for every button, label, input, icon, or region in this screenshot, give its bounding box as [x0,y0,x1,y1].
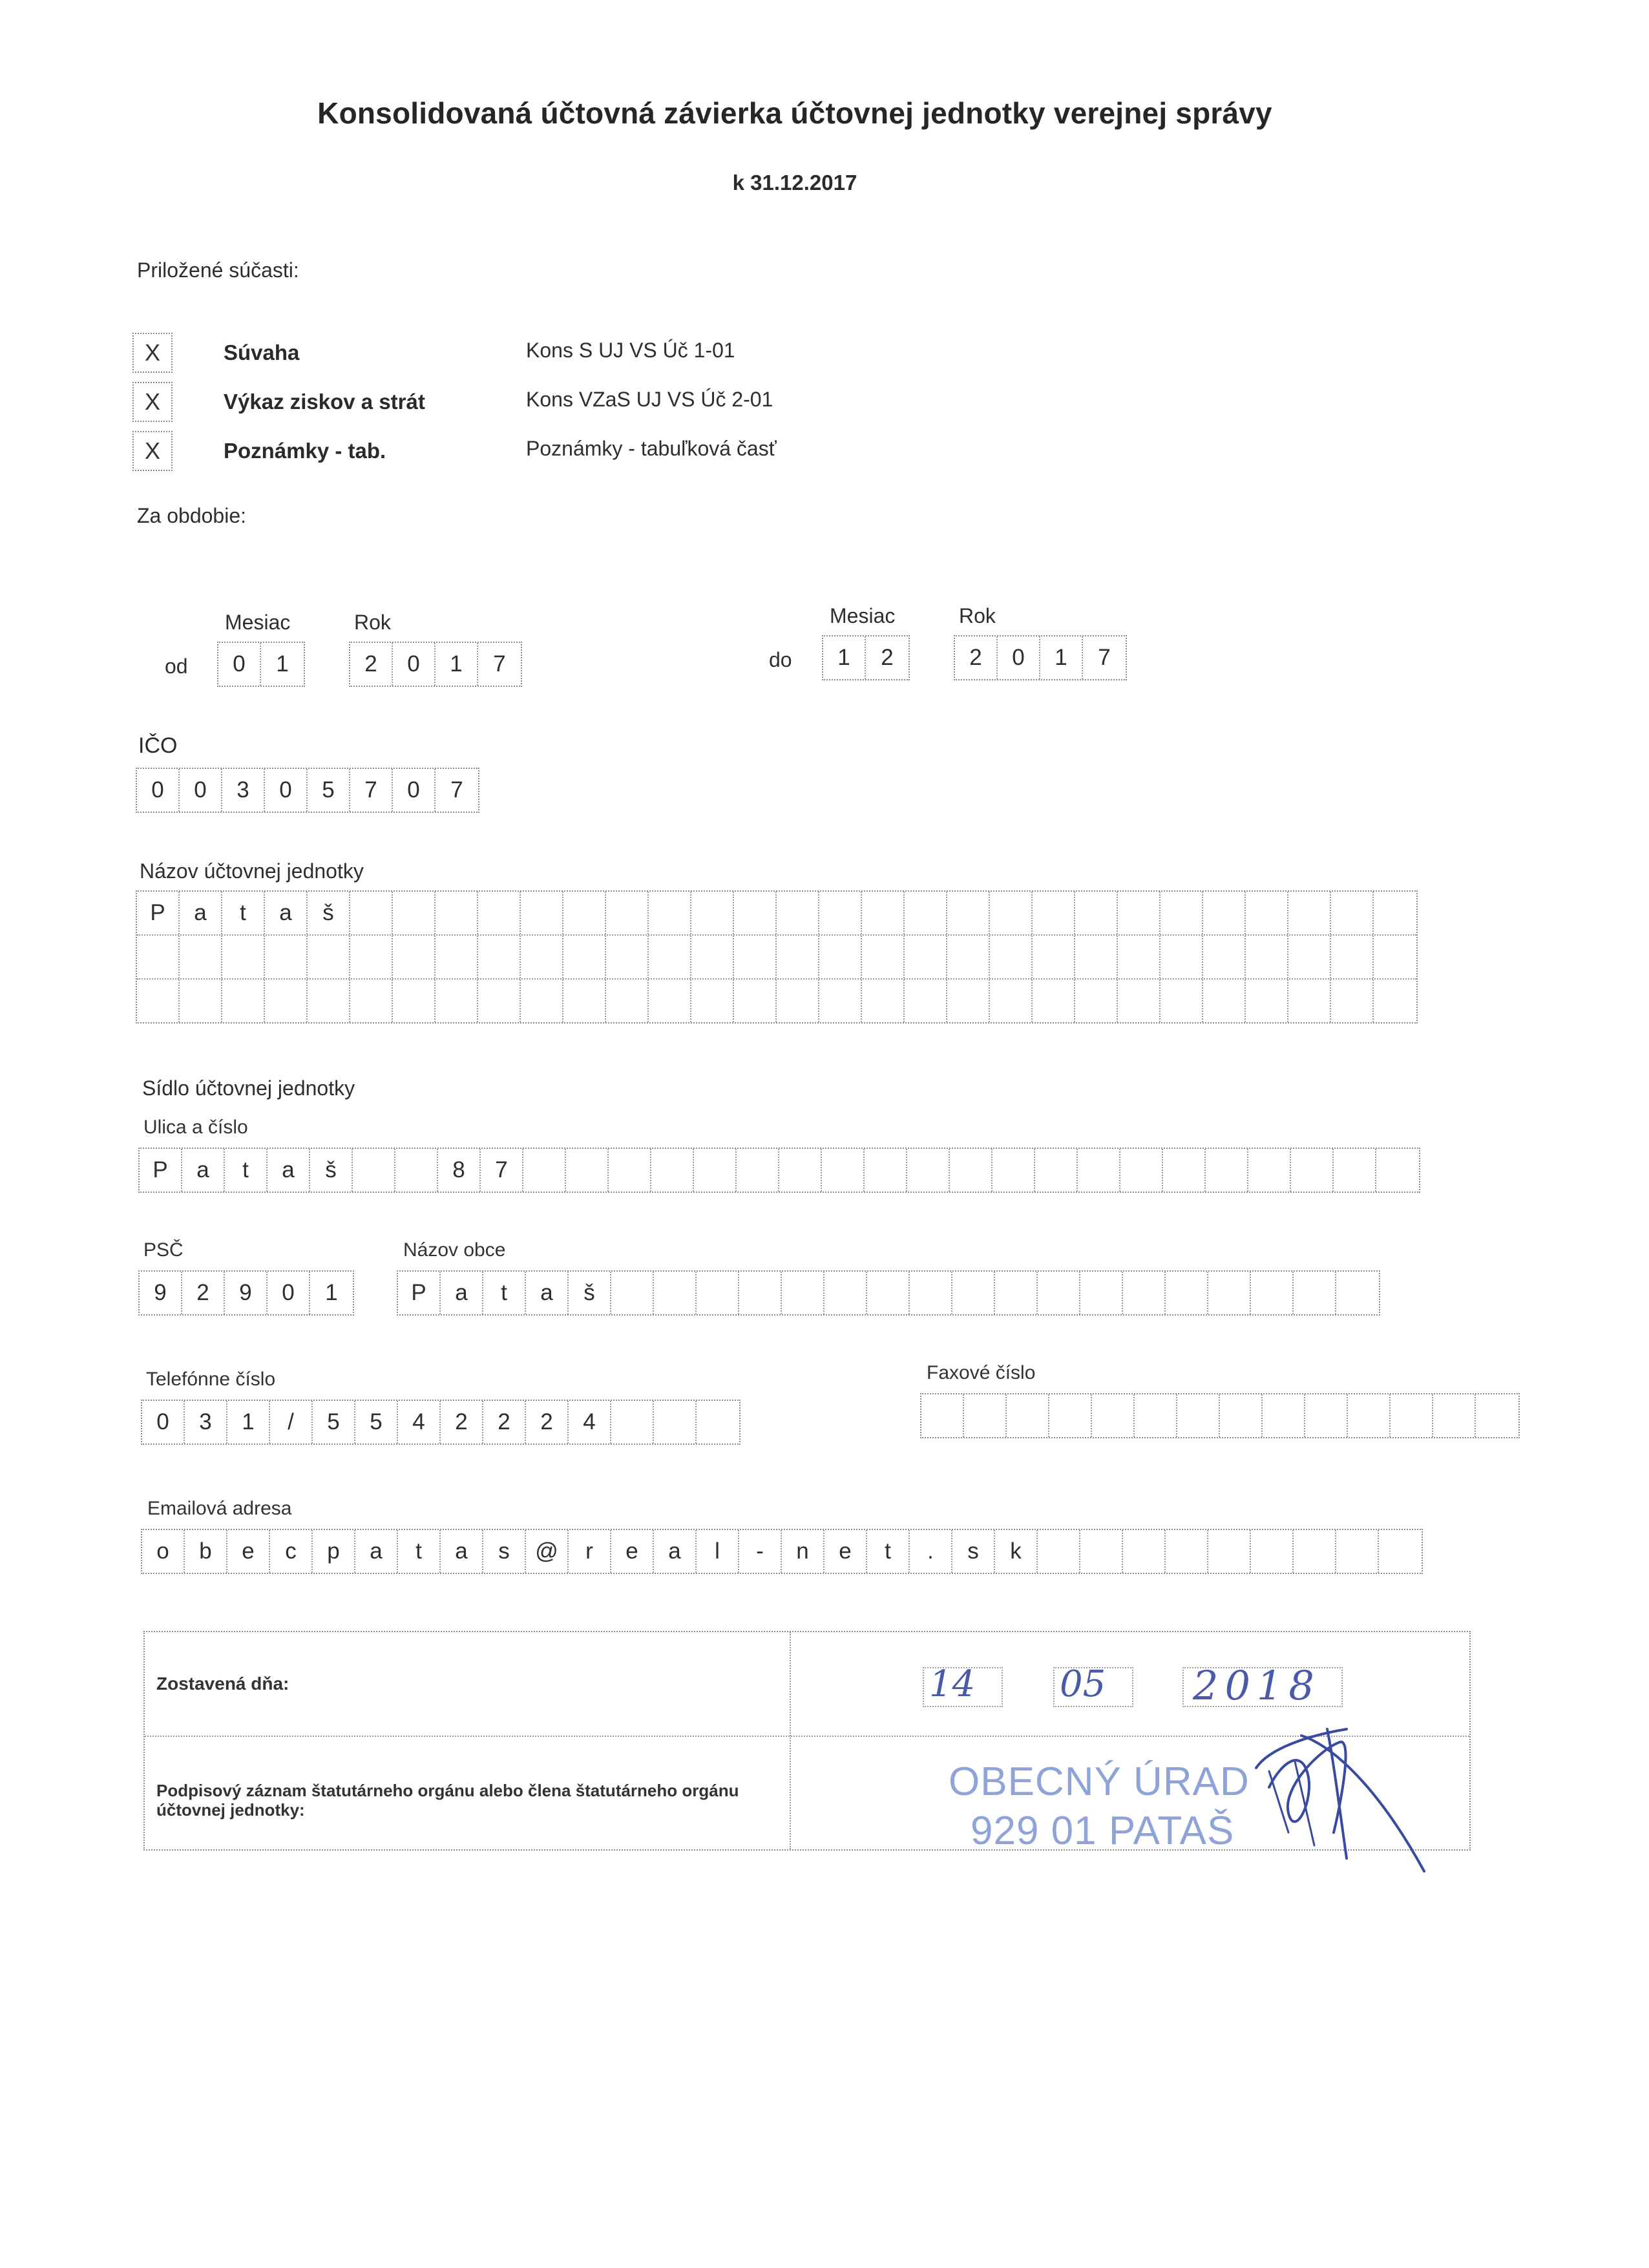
char-cell: n [782,1530,824,1573]
char-cell [606,936,649,978]
char-cell [947,892,990,934]
char-cell [737,1149,779,1192]
compiled-label: Zostavená dňa: [156,1674,289,1694]
char-cell [1348,1394,1391,1437]
char-cell: 0 [142,1401,185,1444]
char-cell: 9 [225,1272,268,1314]
char-cell [1336,1530,1379,1573]
char-cell: t [483,1272,526,1314]
char-cell [1033,936,1075,978]
char-cell: . [910,1530,952,1573]
char-cell [1118,892,1161,934]
char-cell [393,936,436,978]
char-cell [862,936,905,978]
char-cell [521,980,563,1022]
period-from-month[interactable] [217,642,305,687]
psc-field[interactable] [138,1270,354,1316]
char-cell: s [483,1530,526,1573]
char-cell [947,936,990,978]
phone-label: Telefónne číslo [146,1369,276,1390]
char-cell [606,892,649,934]
char-cell [478,892,521,934]
char-cell [952,1272,995,1314]
attachment-name-vykaz: Výkaz ziskov a strát [224,390,425,414]
char-cell [308,980,350,1022]
compiled-year: 2018 [1193,1662,1321,1709]
char-cell [1033,892,1075,934]
char-cell [1246,936,1288,978]
char-cell: 4 [569,1401,611,1444]
attachment-code-vykaz: Kons VZaS UJ VS Úč 2-01 [526,388,773,411]
phone-field[interactable] [141,1400,740,1445]
email-label: Emailová adresa [147,1498,292,1519]
char-cell [1476,1394,1518,1437]
char-cell [395,1149,438,1192]
char-cell [1080,1272,1123,1314]
char-cell [697,1272,739,1314]
char-cell [350,980,393,1022]
char-cell [478,936,521,978]
char-cell [1376,1149,1419,1192]
char-cell: t [867,1530,910,1573]
digit-cell: 0 [218,643,261,686]
char-cell [1033,980,1075,1022]
attachment-name-poznamky: Poznámky - tab. [224,439,386,463]
char-cell: t [398,1530,441,1573]
digit-cell: 1 [823,636,866,679]
char-cell [691,936,734,978]
char-cell [1336,1272,1379,1314]
char-cell [350,892,393,934]
char-cell [1177,1394,1220,1437]
char-cell [606,980,649,1022]
char-cell: s [952,1530,995,1573]
char-cell: k [995,1530,1038,1573]
digit-cell: 1 [276,651,289,677]
char-cell [436,980,478,1022]
attachment-checkbox-suvaha[interactable]: X [132,333,173,373]
attachment-code-suvaha: Kons S UJ VS Úč 1-01 [526,339,735,362]
char-cell [1075,892,1118,934]
entity-name-row-1 [137,892,1416,936]
period-to-year-label: Rok [959,604,996,627]
char-cell [611,1401,654,1444]
char-cell [1166,1272,1208,1314]
char-cell [1331,936,1374,978]
char-cell: 5 [355,1401,398,1444]
char-cell: 8 [438,1149,481,1192]
entity-name-label: Názov účtovnej jednotky [140,859,364,883]
char-cell: e [227,1530,270,1573]
char-cell: š [310,1149,353,1192]
digit-cell: 5 [308,769,350,812]
compiled-day-box[interactable] [923,1663,1003,1707]
char-cell [734,936,777,978]
compiled-month-box[interactable] [1053,1663,1133,1707]
char-cell [819,936,862,978]
char-cell [1334,1149,1376,1192]
char-cell [1208,1530,1251,1573]
char-cell [990,892,1033,934]
char-cell [180,936,222,978]
char-cell [990,936,1033,978]
char-cell [697,1401,739,1444]
attachment-checkbox-poznamky[interactable]: X [132,431,173,471]
period-to-month-label: Mesiac [830,604,896,627]
char-cell [691,892,734,934]
period-label: Za obdobie: [137,504,247,527]
char-cell: l [697,1530,739,1573]
char-cell [819,892,862,934]
char-cell [523,1149,566,1192]
char-cell [393,980,436,1022]
char-cell [819,980,862,1022]
handwritten-signature [1230,1710,1463,1904]
char-cell [1208,1272,1251,1314]
char-cell: p [313,1530,355,1573]
char-cell: P [140,1149,182,1192]
digit-cell: 0 [998,636,1040,679]
char-cell: t [225,1149,268,1192]
char-cell [947,980,990,1022]
char-cell [1161,980,1203,1022]
stamp-line-2: 929 01 PATAŠ [971,1809,1235,1853]
char-cell [1203,980,1246,1022]
period-from-label: od [165,655,188,678]
char-cell [436,936,478,978]
char-cell [1203,936,1246,978]
char-cell: 0 [268,1272,310,1314]
char-cell: 3 [185,1401,227,1444]
digit-cell: 7 [1098,645,1111,670]
char-cell [563,980,606,1022]
char-cell [265,980,308,1022]
char-cell [1331,892,1374,934]
period-to-label: do [769,648,792,671]
char-cell [1433,1394,1476,1437]
char-cell [694,1149,737,1192]
char-cell: r [569,1530,611,1573]
char-cell: š [308,892,350,934]
char-cell [905,980,947,1022]
char-cell [1251,1530,1294,1573]
char-cell: 2 [483,1401,526,1444]
char-cell [1038,1530,1080,1573]
digit-cell: 1 [1040,636,1083,679]
char-cell: 9 [140,1272,182,1314]
period-to-month[interactable] [822,635,910,680]
char-cell: o [142,1530,185,1573]
char-cell [734,892,777,934]
digit-cell: 7 [350,769,393,812]
char-cell [1374,980,1416,1022]
char-cell [822,1149,865,1192]
char-cell [649,892,691,934]
char-cell: t [222,892,265,934]
char-cell: e [611,1530,654,1573]
digit-cell: 7 [450,777,463,803]
char-cell [1118,936,1161,978]
fax-label: Faxové číslo [927,1362,1036,1383]
char-cell [649,980,691,1022]
char-cell: 2 [441,1401,483,1444]
attachments-label: Priložené súčasti: [137,258,299,282]
digit-cell: 2 [350,643,393,686]
char-cell: a [441,1272,483,1314]
char-cell [654,1401,697,1444]
char-cell: P [398,1272,441,1314]
char-cell [1374,936,1416,978]
char-cell [654,1272,697,1314]
char-cell [137,980,180,1022]
char-cell [1166,1530,1208,1573]
char-cell: @ [526,1530,569,1573]
char-cell [1075,936,1118,978]
char-cell [1294,1272,1336,1314]
char-cell [1118,980,1161,1022]
char-cell [777,936,819,978]
sign-label-line-2: účtovnej jednotky: [156,1800,305,1820]
char-cell: a [355,1530,398,1573]
char-cell [824,1272,867,1314]
ico-label: IČO [138,733,178,758]
char-cell [649,936,691,978]
digit-cell: 2 [955,636,998,679]
char-cell [1092,1394,1135,1437]
char-cell [777,980,819,1022]
ico-field[interactable] [136,768,479,813]
char-cell [1123,1272,1166,1314]
char-cell: P [137,892,180,934]
fax-field[interactable] [920,1393,1520,1438]
char-cell: 5 [313,1401,355,1444]
char-cell [521,936,563,978]
char-cell [907,1149,950,1192]
char-cell [905,892,947,934]
seat-label: Sídlo účtovnej jednotky [142,1076,355,1100]
char-cell: a [180,892,222,934]
char-cell [609,1149,651,1192]
char-cell [1291,1149,1334,1192]
char-cell [782,1272,824,1314]
char-cell [964,1394,1007,1437]
char-cell [1075,980,1118,1022]
char-cell [566,1149,609,1192]
period-from-year-label: Rok [354,611,391,634]
street-field[interactable] [138,1148,1420,1193]
signature-table [143,1631,1471,1851]
char-cell [1248,1149,1291,1192]
digit-cell: 0 [265,769,308,812]
char-cell [950,1149,993,1192]
char-cell [1007,1394,1049,1437]
char-cell [1305,1394,1348,1437]
compiled-year-box[interactable] [1182,1662,1343,1709]
char-cell: 1 [325,1280,338,1305]
char-cell [1206,1149,1248,1192]
digit-cell: 0 [393,643,436,686]
char-cell: a [441,1530,483,1573]
char-cell [862,892,905,934]
char-cell: 1 [227,1401,270,1444]
char-cell [910,1272,952,1314]
char-cell: c [270,1530,313,1573]
compiled-month: 05 [1060,1663,1106,1705]
char-cell [611,1272,654,1314]
char-cell [393,892,436,934]
digit-cell: 0 [393,769,436,812]
city-label: Názov obce [403,1239,506,1261]
document-date: k 31.12.2017 [732,171,857,194]
char-cell [1203,892,1246,934]
city-field[interactable] [397,1270,1380,1316]
char-cell [1123,1530,1166,1573]
char-cell [905,936,947,978]
char-cell [1161,892,1203,934]
entity-name-field[interactable] [136,890,1418,1024]
period-from-month-label: Mesiac [225,611,291,634]
char-cell [1078,1149,1120,1192]
char-cell [862,980,905,1022]
char-cell [350,936,393,978]
digit-cell: 3 [222,769,265,812]
char-cell [1374,892,1416,934]
char-cell [865,1149,907,1192]
char-cell [1135,1394,1177,1437]
digit-cell: 1 [436,643,478,686]
attachment-checkbox-vykaz[interactable]: X [132,382,173,422]
entity-name-row-2 [137,936,1416,980]
char-cell [1331,980,1374,1022]
char-cell: / [270,1401,313,1444]
char-cell [353,1149,395,1192]
char-cell [1391,1394,1433,1437]
char-cell: 2 [182,1272,225,1314]
char-cell [1263,1394,1305,1437]
char-cell [1120,1149,1163,1192]
char-cell [436,892,478,934]
char-cell [222,980,265,1022]
char-cell [563,936,606,978]
document-title: Konsolidovaná účtovná závierka účtovnej jednotky verejnej správy [317,96,1272,130]
char-cell: š [569,1272,611,1314]
char-cell [867,1272,910,1314]
stamp-line-1: OBECNÝ ÚRAD [949,1759,1250,1804]
char-cell [779,1149,822,1192]
char-cell [739,1272,782,1314]
char-cell [1246,892,1288,934]
char-cell [222,936,265,978]
char-cell [1035,1149,1078,1192]
char-cell [478,980,521,1022]
char-cell [521,892,563,934]
char-cell: a [182,1149,225,1192]
attachment-name-suvaha: Súvaha [224,341,300,364]
char-cell [651,1149,694,1192]
char-cell [1080,1530,1123,1573]
char-cell [921,1394,964,1437]
char-cell: a [526,1272,569,1314]
sign-label-line-1: Podpisový záznam štatutárneho orgánu alebo člena štatutárneho orgánu [156,1781,739,1800]
char-cell: 7 [481,1149,523,1192]
email-field[interactable] [141,1529,1423,1574]
char-cell [777,892,819,934]
char-cell [1038,1272,1080,1314]
char-cell [1220,1394,1263,1437]
char-cell: b [185,1530,227,1573]
char-cell [1379,1530,1422,1573]
digit-cell: 7 [493,651,506,677]
char-cell [1246,980,1288,1022]
char-cell [137,936,180,978]
char-cell: - [739,1530,782,1573]
digit-cell: 0 [137,769,180,812]
char-cell [1163,1149,1206,1192]
compiled-day: 14 [929,1663,976,1705]
char-cell [180,980,222,1022]
digit-cell: 0 [180,769,222,812]
char-cell [563,892,606,934]
char-cell [1049,1394,1092,1437]
sign-label [156,1781,739,1820]
char-cell: 2 [526,1401,569,1444]
char-cell [1161,936,1203,978]
char-cell [990,980,1033,1022]
char-cell [691,980,734,1022]
street-label: Ulica a číslo [143,1117,248,1138]
char-cell [1288,936,1331,978]
char-cell: 4 [398,1401,441,1444]
char-cell [993,1149,1035,1192]
char-cell: e [824,1530,867,1573]
period-from-year[interactable] [349,642,522,687]
psc-label: PSČ [143,1239,184,1261]
char-cell [1288,980,1331,1022]
char-cell [1288,892,1331,934]
char-cell: a [654,1530,697,1573]
char-cell [308,936,350,978]
char-cell [1294,1530,1336,1573]
char-cell: a [268,1149,310,1192]
char-cell: a [265,892,308,934]
char-cell [1251,1272,1294,1314]
char-cell [734,980,777,1022]
attachment-code-poznamky: Poznámky - tabuľková časť [526,437,777,460]
char-cell [265,936,308,978]
period-to-year[interactable] [954,635,1127,680]
digit-cell: 2 [881,645,894,670]
entity-name-row-3 [137,980,1416,1022]
char-cell [995,1272,1038,1314]
